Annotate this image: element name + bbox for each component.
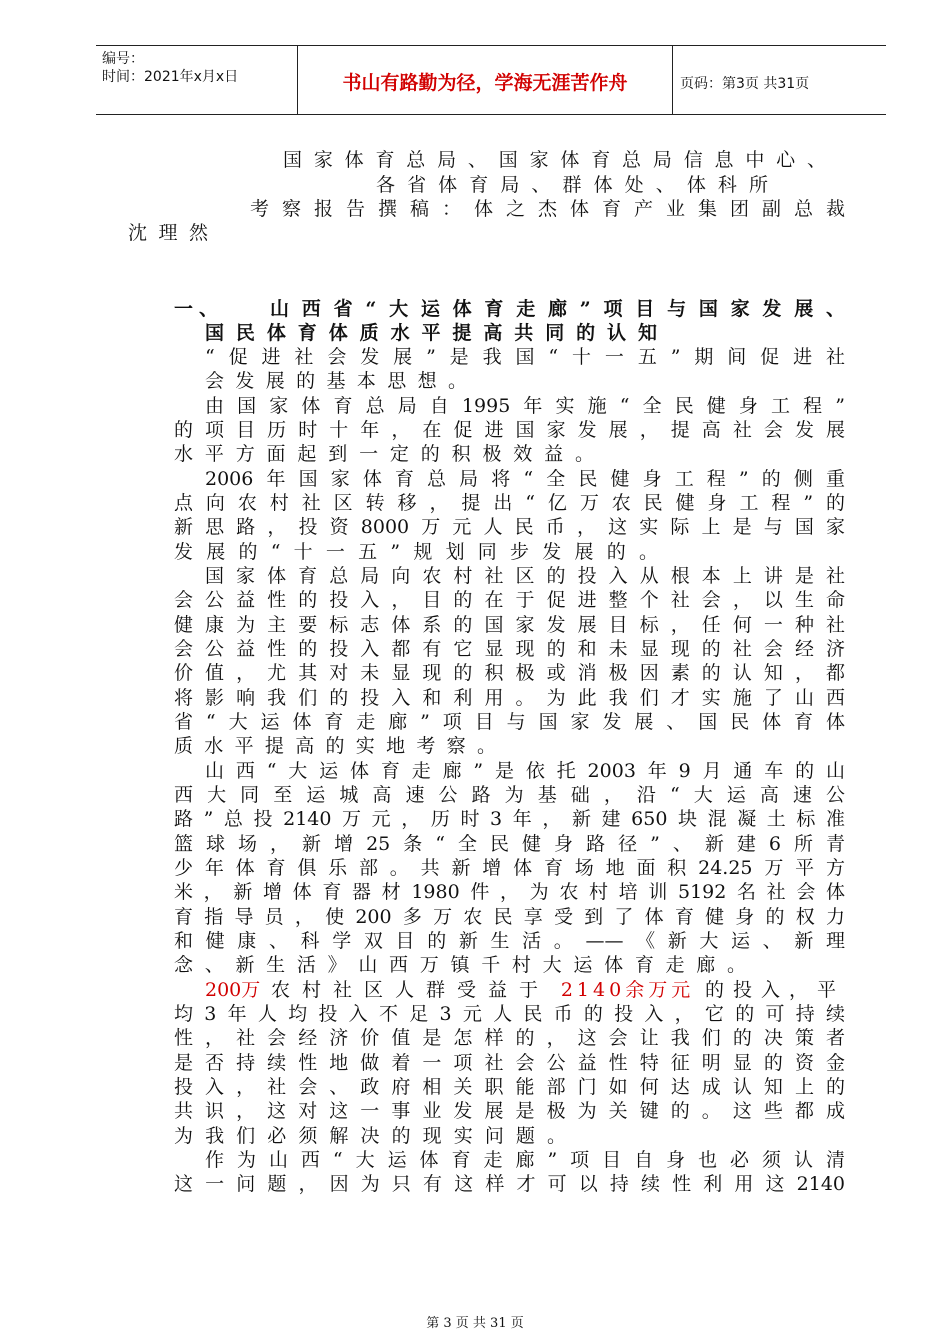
paragraph-line: 点向农村社区转移，提出“亿万农民健身工程”的	[174, 492, 845, 514]
paragraph-line: 会公益性的投入，目的在于促进整个社会，以生命	[174, 589, 845, 611]
section-title: 山西省“大运体育走廊”项目与国家发展、	[270, 298, 845, 320]
paragraph-line: 篮球场，新增25条“全民健身路径”、新建6所青	[174, 833, 845, 855]
paragraph-line: 均3年人均投入不足3元人民币的投入，它的可持续	[174, 1003, 845, 1025]
paragraph-line: 这一问题，因为只有这样才可以持续性利用这2140	[174, 1173, 845, 1195]
highlight-number: 2140余万元	[560, 979, 695, 1001]
paragraph-line: 为我们必须解决的现实问题。	[174, 1125, 566, 1147]
intro-line: 考察报告撰稿：体之杰体育产业集团副总裁	[250, 198, 845, 220]
header-motto: 书山有路勤为径，学海无涯苦作舟	[342, 72, 628, 94]
paragraph-text: 的投入，平	[704, 979, 845, 1001]
paragraph-line	[205, 978, 845, 1002]
header-divider	[672, 46, 673, 114]
paragraph-line: 会公益性的投入都有它显现的和未显现的社会经济	[174, 638, 845, 660]
section-title: 国民体育体质水平提高共同的认知	[205, 322, 657, 344]
paragraph-line: 国家体育总局向农村社区的投入从根本上讲是社	[205, 565, 845, 587]
paragraph-line: 念、新生活》山西万镇千村大运体育走廊。	[174, 954, 746, 976]
intro-line: 沈理然	[128, 222, 208, 244]
paragraph-line: 作为山西“大运体育走廊”项目自身也必须认清	[205, 1149, 845, 1171]
paragraph-line: 投入，社会、政府相关职能部门如何达成认知上的	[174, 1076, 845, 1098]
paragraph-line: 和健康、科学双目的新生活。——《新大运、新理	[174, 930, 845, 952]
page-header	[96, 45, 886, 115]
intro-line: 各省体育局、群体处、体科所	[376, 174, 768, 196]
paragraph-line: 少年体育俱乐部。共新增体育场地面积24.25万平方	[174, 857, 845, 879]
paragraph-text: 农村社区人群受益于	[271, 979, 551, 1001]
paragraph-line: 健康为主要标志体系的国家发展目标，任何一种社	[174, 614, 845, 636]
paragraph-line: 由国家体育总局自1995年实施“全民健身工程”	[205, 395, 845, 417]
intro-line: 国家体育总局、国家体育总局信息中心、	[283, 149, 826, 171]
paragraph-line: 是否持续性地做着一项社会公益性特征明显的资金	[174, 1052, 845, 1074]
section-number: 一、	[174, 298, 225, 320]
paragraph-line: 的项目历时十年，在促进国家发展，提高社会发展	[174, 419, 845, 441]
paragraph-line: 价值，尤其对未显现的积极或消极因素的认知，都	[174, 662, 845, 684]
paragraph-line: “促进社会发展”是我国“十一五”期间促进社	[205, 346, 845, 368]
paragraph-line: 2006年国家体育总局将“全民健身工程”的侧重	[205, 468, 845, 490]
paragraph-line: 发展的“十一五”规划同步发展的。	[174, 541, 658, 563]
header-meta	[102, 50, 298, 86]
paragraph-line: 育指导员，使200多万农民享受到了体育健身的权力	[174, 906, 845, 928]
page-footer: 第 3 页 共 31 页	[426, 1316, 524, 1331]
highlight-number: 200万	[205, 979, 261, 1001]
paragraph-line: 米，新增体育器材1980件，为农村培训5192名社会体	[174, 881, 845, 903]
paragraph-line: 水平方面起到一定的积极效益。	[174, 443, 594, 465]
paragraph-line: 山西“大运体育走廊”是依托2003年9月通车的山	[205, 760, 845, 782]
time-label: 时间：2021年x月x日	[102, 69, 239, 85]
paragraph-line: 省“大运体育走廊”项目与国家发展、国民体育体	[174, 711, 845, 733]
paragraph-line: 西大同至运城高速公路为基础，沿“大运高速公	[174, 784, 845, 806]
paragraph-line: 性，社会经济价值是怎样的，这会让我们的决策者	[174, 1027, 845, 1049]
paragraph-line: 质水平提高的实地考察。	[174, 735, 496, 757]
paragraph-line: 路”总投2140万元，历时3年，新建650块混凝土标准	[174, 808, 845, 830]
paragraph-line: 新思路，投资8000万元人民币，这实际上是与国家	[174, 516, 845, 538]
paragraph-line: 会发展的基本思想。	[205, 370, 467, 392]
header-page-number: 页码：第3页 共31页	[680, 76, 810, 92]
paragraph-line: 将影响我们的投入和利用。为此我们才实施了山西	[174, 687, 845, 709]
number-label: 编号：	[102, 51, 144, 67]
paragraph-line: 共识，这对这一事业发展是极为关键的。这些都成	[174, 1100, 845, 1122]
